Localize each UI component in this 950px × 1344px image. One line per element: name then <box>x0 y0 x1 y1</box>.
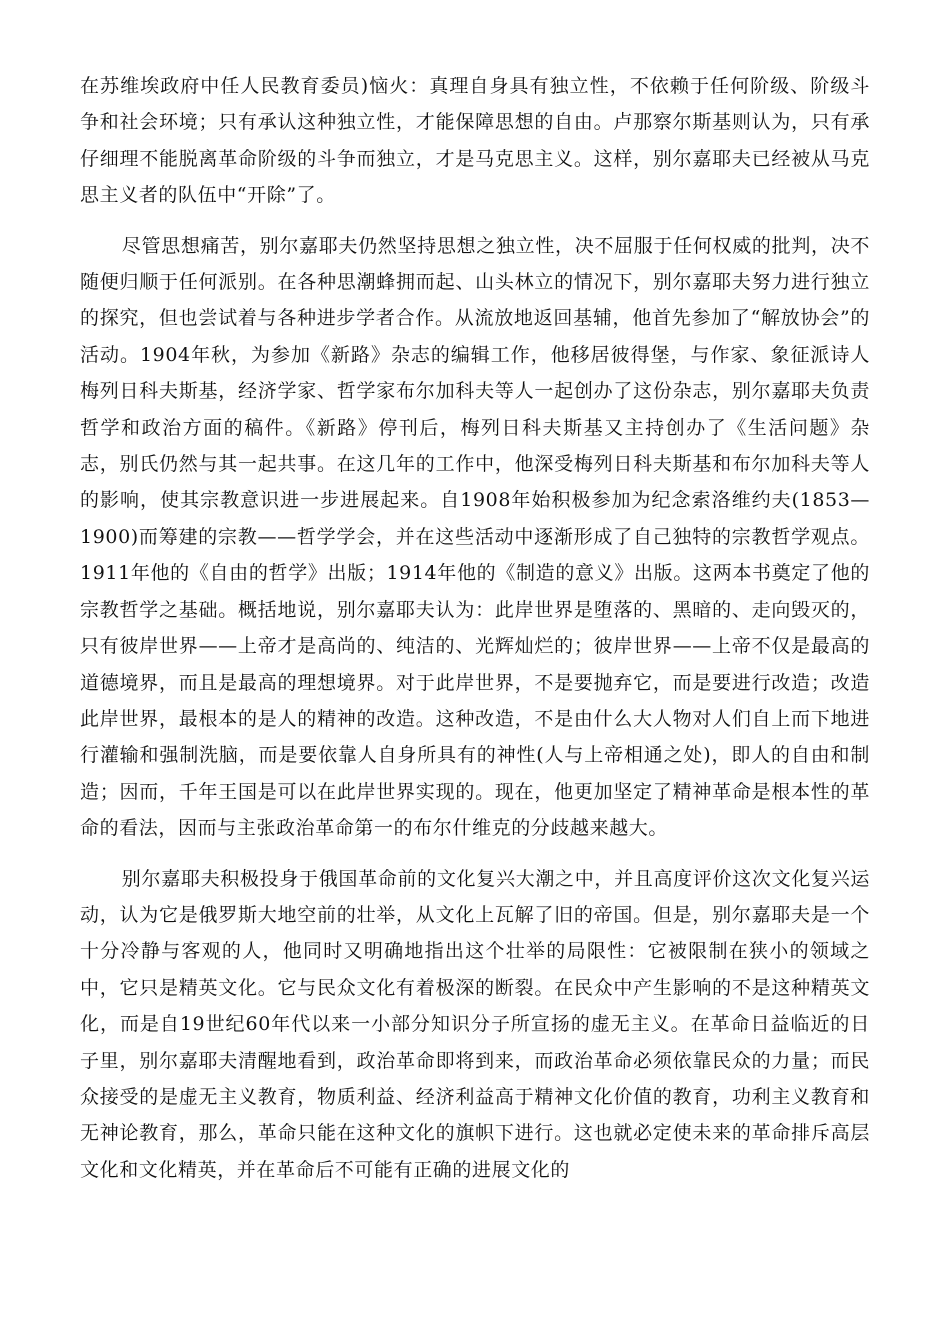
paragraph-continuation: 在苏维埃政府中任人民教育委员)恼火：真理自身具有独立性，不依赖于任何阶级、阶级斗争和社会环境；只有承认这种独立性，才能保障思想的自由。卢那察尔斯基则认为，只有承仔细理不能脱离革命阶级的斗争而独立，才是马克思主义。这样，别尔嘉耶夫已经被从马克思主义者的队伍中“开除”了。 <box>80 75 870 207</box>
document-page <box>80 68 870 1188</box>
paragraph-cultural-renaissance: 别尔嘉耶夫积极投身于俄国革命前的文化复兴大潮之中，并且高度评价这次文化复兴运动，认为它是俄罗斯大地空前的壮举，从文化上瓦解了旧的帝国。但是，别尔嘉耶夫是一个十分冷静与客观的人，他同时又明确地指出这个壮举的局限性：它被限制在狭小的领域之中，它只是精英文化。它与民众文化有着极深的断裂。在民众中产生影响的不是这种精英文化，而是自19世纪60年代以来一小部分知识分子所宣扬的虚无主义。在革命日益临近的日子里，别尔嘉耶夫清醒地看到，政治革命即将到来，而政治革命必须依靠民众的力量；而民众接受的是虚无主义教育，物质利益、经济利益高于精神文化价值的教育，功利主义教育和无神论教育，那么，革命只能在这种文化的旗帜下进行。这也就必定使未来的革命排斥高层文化和文化精英，并在革命后不可能有正确的进展文化的 <box>80 867 870 1181</box>
paragraph-independence-of-thought: 尽管思想痛苦，别尔嘉耶夫仍然坚持思想之独立性，决不屈服于任何权威的批判，决不随便归顺于任何派别。在各种思潮蜂拥而起、山头林立的情况下，别尔嘉耶夫努力进行独立的探究，但也尝试着与各种进步学者合作。从流放地返回基辅，他首先参加了“解放协会”的活动。1904年秋，为参加《新路》杂志的编辑工作，他移居彼得堡，与作家、象征派诗人梅列日科夫斯基，经济学家、哲学家布尔加科夫等人一起创办了这份杂志，别尔嘉耶夫负责哲学和政治方面的稿件。《新路》停刊后，梅列日科夫斯基又主持创办了《生活问题》杂志，别氏仍然与其一起共事。在这几年的工作中，他深受梅列日科夫斯基和布尔加科夫等人的影响，使其宗教意识进一步进展起来。自1908年始积极参加为纪念索洛维约夫(1853—1900)而筹建的宗教——哲学学会，并在这些活动中逐渐形成了自己独特的宗教哲学观点。1911年他的《自由的哲学》出版；1914年他的《制造的意义》出版。这两本书奠定了他的宗教哲学之基础。概括地说，别尔嘉耶夫认为：此岸世界是堕落的、黑暗的、走向毁灭的，只有彼岸世界——上帝才是高尚的、纯洁的、光辉灿烂的；彼岸世界——上帝不仅是最高的道德境界，而且是最高的理想境界。对于此岸世界，不是要抛弃它，而是要进行改造；改造此岸世界，最根本的是人的精神的改造。这种改造，不是由什么大人物对人们自上而下地进行灌输和强制洗脑，而是要依靠人自身所具有的神性(人与上帝相通之处)，即人的自由和制造；因而，千年王国是可以在此岸世界实现的。现在，他更加坚定了精神革命是根本性的革命的看法，因而与主张政治革命第一的布尔什维克的分歧越来越大。 <box>80 234 870 840</box>
